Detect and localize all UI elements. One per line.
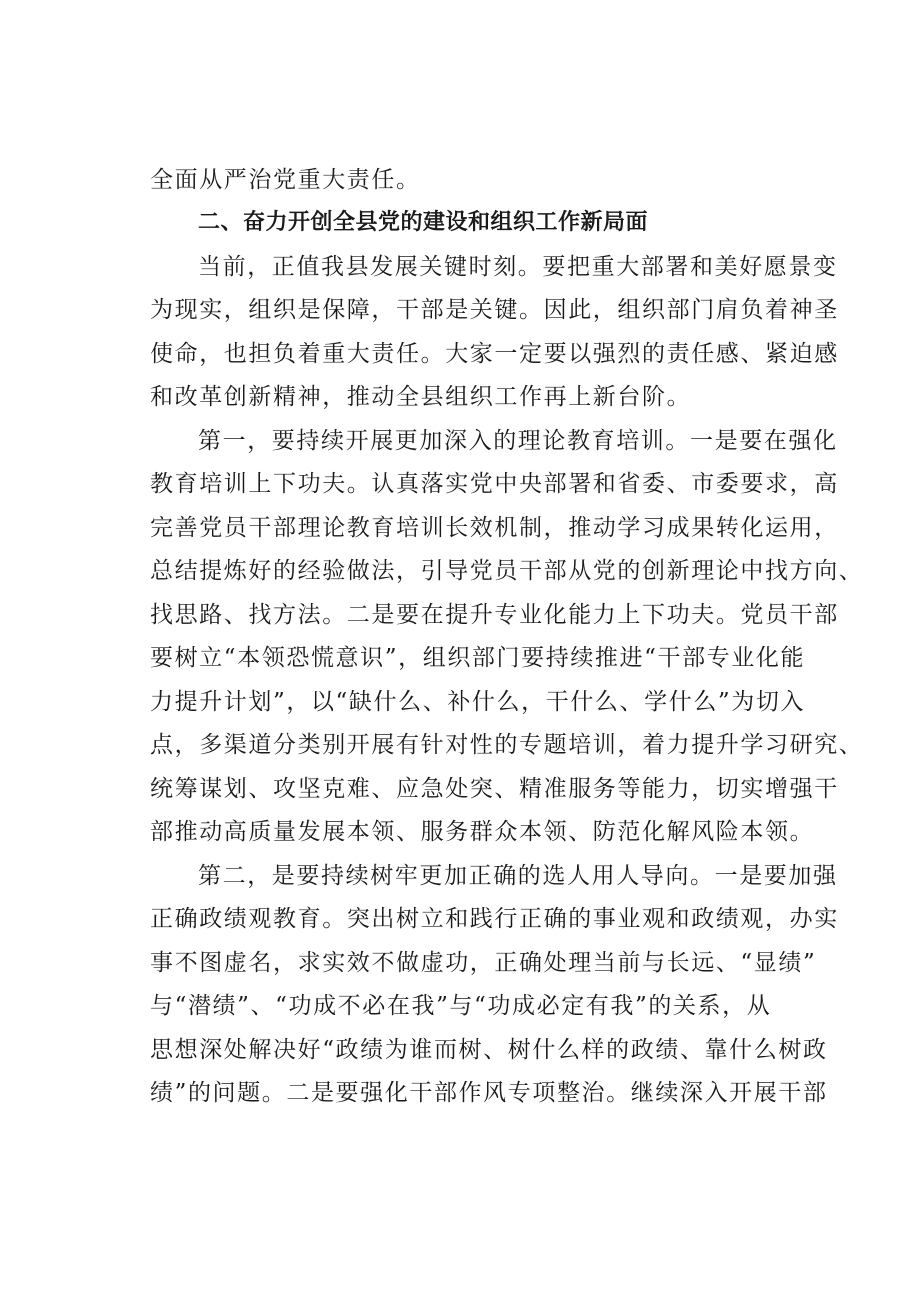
paragraph-line: 找思路、找方法。二是要在提升专业化能力上下功夫。党员干部 (150, 602, 839, 628)
paragraph-line: 统筹谋划、攻坚克难、应急处突、精准服务等能力，切实增强干 (150, 776, 839, 802)
paragraph-line: 第一，要持续开展更加深入的理论教育培训。一是要在强化 (198, 428, 838, 454)
paragraph-line: 思想深处解决好“政绩为谁而树、树什么样的政绩、靠什么树政 (150, 1037, 828, 1063)
paragraph-line: 部推动高质量发展本领、服务群众本领、防范化解风险本领。 (150, 819, 815, 845)
paragraph-line: 全面从严治党重大责任。 (150, 167, 421, 193)
paragraph-line: 使命，也担负着重大责任。大家一定要以强烈的责任感、紧迫感 (150, 341, 839, 367)
section-heading: 二、奋力开创全县党的建设和组织工作新局面 (198, 210, 649, 235)
paragraph-line: 绩”的问题。二是要强化干部作风专项整治。继续深入开展干部 (150, 1080, 828, 1106)
paragraph-line: 当前，正值我县发展关键时刻。要把重大部署和美好愿景变 (198, 254, 838, 280)
paragraph-line: 总结提炼好的经验做法，引导党员干部从党的创新理论中找方向、 (150, 558, 864, 584)
paragraph-line: 第二，是要持续树牢更加正确的选人用人导向。一是要加强 (198, 863, 838, 889)
paragraph-line: 和改革创新精神，推动全县组织工作再上新台阶。 (150, 384, 692, 410)
paragraph-line: 为现实，组织是保障，干部是关键。因此，组织部门肩负着神圣 (150, 297, 839, 323)
paragraph-line: 与“潜绩”、“功成不必在我”与“功成必定有我”的关系，从 (150, 993, 772, 1019)
paragraph-line: 教育培训上下功夫。认真落实党中央部署和省委、市委要求，高 (150, 471, 839, 497)
paragraph-line: 点，多渠道分类别开展有针对性的专题培训，着力提升学习研究、 (150, 732, 864, 758)
paragraph-line: 完善党员干部理论教育培训长效机制，推动学习成果转化运用， (150, 515, 839, 541)
paragraph-line: 要树立“本领恐慌意识”，组织部门要持续推进“干部专业化能 (150, 645, 806, 671)
paragraph-line: 正确政绩观教育。突出树立和践行正确的事业观和政绩观，办实 (150, 906, 839, 932)
paragraph-line: 力提升计划”，以“缺什么、补什么，干什么、学什么”为切入 (150, 689, 806, 715)
paragraph-line: 事不图虚名，求实效不做虚功，正确处理当前与长远、“显绩” (150, 950, 817, 976)
